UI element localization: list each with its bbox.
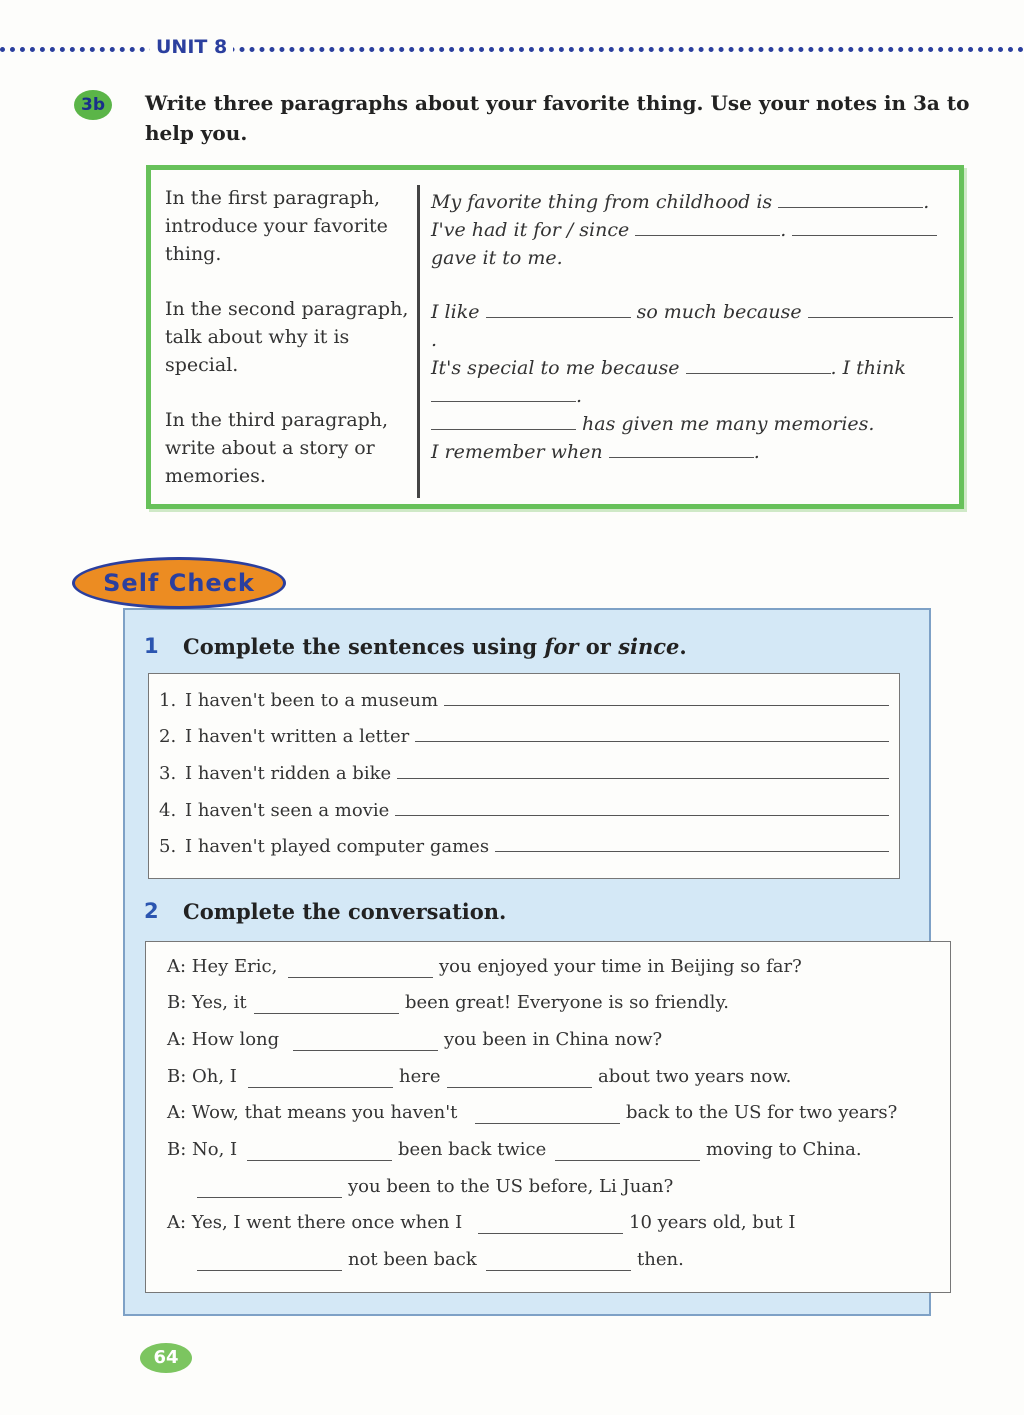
template-blank[interactable]: [792, 218, 937, 236]
question-2-number: 2: [144, 899, 159, 923]
answer-blank[interactable]: [495, 836, 889, 852]
conversation-line: [146, 1139, 946, 1169]
paragraph-2-label: In the second paragraph, talk about why it is special.: [165, 298, 409, 376]
line-text: been back twice: [398, 1139, 547, 1160]
line-text: B: Oh, I: [167, 1066, 237, 1087]
sentence-row: [159, 836, 889, 866]
conversation-line: [146, 1176, 946, 1206]
conversation-line: [146, 1249, 946, 1279]
answer-blank[interactable]: [395, 800, 889, 816]
line-text: then.: [637, 1249, 684, 1270]
answer-blank[interactable]: [197, 1249, 342, 1271]
line-text: 10 years old, but I: [629, 1212, 796, 1233]
question-1-box: [148, 673, 900, 879]
line-text: you been in China now?: [444, 1029, 663, 1050]
line-text: B: No, I: [167, 1139, 238, 1160]
template-blank[interactable]: [431, 412, 576, 430]
sentence-row: [159, 800, 889, 830]
sentence-row: [159, 690, 889, 720]
paragraph-3-template: [431, 410, 956, 466]
template-text: .: [431, 329, 438, 351]
answer-blank[interactable]: [293, 1029, 438, 1051]
answer-blank[interactable]: [444, 690, 889, 706]
conversation-line: [146, 1212, 946, 1242]
answer-blank[interactable]: [254, 992, 399, 1014]
template-text: It's special to me because: [431, 357, 680, 379]
paragraph-2-template: [431, 298, 956, 410]
unit-title: UNIT 8: [150, 36, 233, 58]
item-text: I haven't played computer games: [185, 836, 490, 857]
template-text: I remember when: [431, 441, 603, 463]
item-text: I haven't ridden a bike: [185, 763, 392, 784]
item-number: 4.: [159, 800, 177, 821]
template-text: .: [753, 441, 760, 463]
line-text: B: Yes, it: [167, 992, 247, 1013]
line-text: A: Hey Eric,: [167, 956, 278, 977]
paragraph-1-label: In the first paragraph, introduce your favorite thing.: [165, 187, 388, 265]
answer-blank[interactable]: [415, 726, 889, 742]
answer-blank[interactable]: [247, 1139, 392, 1161]
conversation-line: [146, 1029, 946, 1059]
line-text: been great! Everyone is so friendly.: [405, 992, 729, 1013]
exercise-3b-badge: 3b: [74, 90, 112, 120]
answer-blank[interactable]: [288, 956, 433, 978]
question-1-heading: [183, 634, 687, 659]
heading-text: or: [578, 634, 619, 659]
line-text: here: [399, 1066, 441, 1087]
paragraph-notes-box: [146, 165, 964, 509]
item-text: I haven't been to a museum: [185, 690, 439, 711]
template-text: .: [923, 191, 930, 213]
template-text: My favorite thing from childhood is: [431, 191, 773, 213]
conversation-line: [146, 1066, 946, 1096]
notes-divider: [417, 185, 420, 498]
item-number: 2.: [159, 726, 177, 747]
line-text: you enjoyed your time in Beijing so far?: [439, 956, 802, 977]
item-text: I haven't seen a movie: [185, 800, 390, 821]
paragraph-3-label: In the third paragraph, write about a story or memories.: [165, 409, 389, 487]
answer-blank[interactable]: [197, 1176, 342, 1198]
template-text: gave it to me.: [431, 247, 563, 269]
line-text: not been back: [348, 1249, 477, 1270]
line-text: moving to China.: [706, 1139, 862, 1160]
answer-blank[interactable]: [475, 1102, 620, 1124]
line-text: you been to the US before, Li Juan?: [348, 1176, 674, 1197]
answer-blank[interactable]: [397, 763, 889, 779]
heading-since: since: [618, 634, 680, 659]
self-check-badge: [72, 557, 286, 609]
template-text: so much because: [636, 301, 802, 323]
template-blank[interactable]: [431, 384, 576, 402]
template-blank[interactable]: [635, 218, 780, 236]
template-text: .: [780, 219, 787, 241]
line-text: A: Yes, I went there once when I: [167, 1212, 463, 1233]
heading-text: Complete the sentences using: [183, 634, 545, 659]
sentence-row: [159, 763, 889, 793]
item-number: 3.: [159, 763, 177, 784]
question-2-box: [145, 941, 951, 1293]
self-check-title: Self Check: [103, 569, 255, 597]
answer-blank[interactable]: [486, 1249, 631, 1271]
question-2-heading: Complete the conversation.: [183, 899, 507, 924]
line-text: A: How long: [167, 1029, 280, 1050]
template-text: . I think: [830, 357, 906, 379]
conversation-line: [146, 956, 946, 986]
heading-for: for: [544, 634, 579, 659]
template-text: .: [576, 385, 583, 407]
template-blank[interactable]: [808, 300, 953, 318]
heading-text: .: [679, 634, 687, 659]
question-1-number: 1: [144, 634, 159, 658]
template-blank[interactable]: [686, 356, 831, 374]
template-blank[interactable]: [609, 440, 754, 458]
sentence-row: [159, 726, 889, 756]
conversation-line: [146, 992, 946, 1022]
answer-blank[interactable]: [555, 1139, 700, 1161]
conversation-line: [146, 1102, 946, 1132]
answer-blank[interactable]: [478, 1212, 623, 1234]
template-text: has given me many memories.: [582, 413, 875, 435]
answer-blank[interactable]: [447, 1066, 592, 1088]
paragraph-1-template: [431, 188, 956, 272]
line-text: A: Wow, that means you haven't: [167, 1102, 458, 1123]
exercise-3b-instruction: Write three paragraphs about your favorite thing. Use your notes in 3a to help you.: [145, 91, 970, 145]
line-text: back to the US for two years?: [626, 1102, 898, 1123]
page-number: 64: [140, 1343, 192, 1373]
template-blank[interactable]: [486, 300, 631, 318]
answer-blank[interactable]: [248, 1066, 393, 1088]
line-text: about two years now.: [598, 1066, 792, 1087]
template-blank[interactable]: [778, 190, 923, 208]
item-text: I haven't written a letter: [185, 726, 410, 747]
item-number: 1.: [159, 690, 177, 711]
item-number: 5.: [159, 836, 177, 857]
template-text: I like: [431, 301, 480, 323]
template-text: I've had it for / since: [431, 219, 630, 241]
